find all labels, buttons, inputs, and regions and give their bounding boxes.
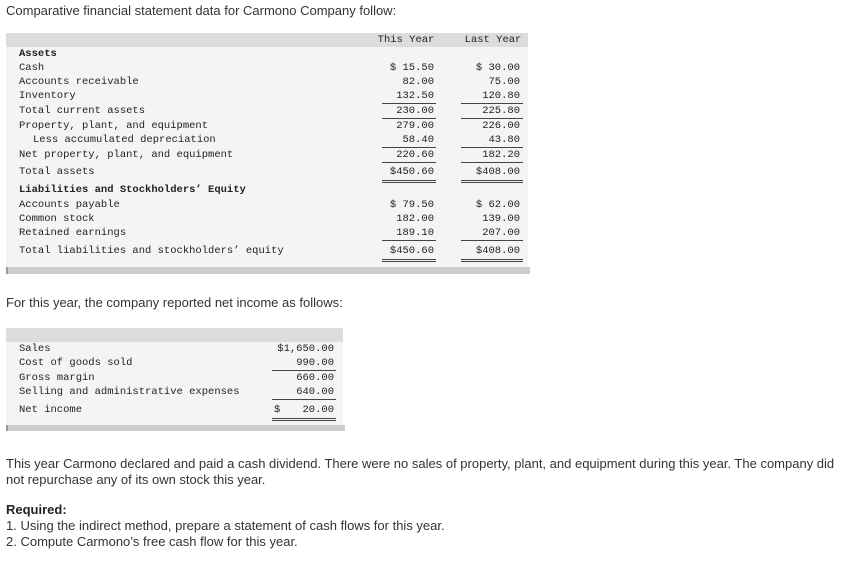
double-underline xyxy=(461,180,523,181)
net-income-dollar-sign: $ xyxy=(274,404,281,416)
double-underline xyxy=(272,420,336,421)
accumulated-depreciation-label: Less accumulated depreciation xyxy=(33,134,216,146)
required-section xyxy=(6,502,445,550)
common-stock-last-year: 139.00 xyxy=(482,213,520,225)
ppe-this-year: 279.00 xyxy=(396,120,434,132)
underline xyxy=(461,162,523,163)
underline xyxy=(382,162,436,163)
total-current-assets-label: Total current assets xyxy=(19,105,146,117)
cash-label: Cash xyxy=(19,62,45,74)
accounts-payable-last-year: $ 62.00 xyxy=(475,199,520,211)
total-current-assets-this-year: 230.00 xyxy=(396,105,434,117)
double-underline xyxy=(272,418,336,419)
required-title: Required: xyxy=(6,502,67,517)
accumulated-depreciation-last-year: 43.80 xyxy=(488,134,520,146)
net-ppe-this-year: 220.60 xyxy=(396,149,434,161)
sales-label: Sales xyxy=(19,343,51,355)
ppe-label: Property, plant, and equipment xyxy=(19,120,209,132)
double-underline xyxy=(461,261,523,262)
accounts-payable-this-year: $ 79.50 xyxy=(389,199,434,211)
income-intro-text: For this year, the company reported net income as follows: xyxy=(6,295,343,310)
closing-text: This year Carmono declared and paid a cash dividend. There were no sales of property, plant, and equipment during this year. The company did not repurchase any of its own stock this year. xyxy=(6,456,835,487)
table-header-band xyxy=(6,328,343,342)
net-income-label: Net income xyxy=(19,404,83,416)
inventory-this-year: 132.50 xyxy=(396,90,434,102)
underline xyxy=(272,399,336,400)
cogs-label: Cost of goods sold xyxy=(19,357,133,369)
assets-heading: Assets xyxy=(19,48,57,60)
income-statement-table xyxy=(6,328,344,432)
ppe-last-year: 226.00 xyxy=(482,120,520,132)
double-underline xyxy=(382,261,436,262)
double-underline xyxy=(461,182,523,183)
liabilities-heading: Liabilities and Stockholders’ Equity xyxy=(19,184,246,196)
total-assets-label: Total assets xyxy=(19,166,95,178)
retained-earnings-label: Retained earnings xyxy=(19,227,127,239)
cogs-value: 990.00 xyxy=(296,357,334,369)
double-underline xyxy=(382,182,436,183)
accounts-receivable-last-year: 75.00 xyxy=(488,76,520,88)
accumulated-depreciation-this-year: 58.40 xyxy=(402,134,434,146)
accounts-payable-label: Accounts payable xyxy=(19,199,120,211)
inventory-label: Inventory xyxy=(19,90,76,102)
table-footer-band xyxy=(6,425,345,431)
net-income-value: 20.00 xyxy=(302,404,334,416)
total-liabilities-equity-label: Total liabilities and stockholders’ equity xyxy=(19,245,284,257)
double-underline xyxy=(382,180,436,181)
total-liabilities-equity-this-year: $450.60 xyxy=(389,245,434,257)
double-underline xyxy=(382,259,436,260)
total-assets-this-year: $450.60 xyxy=(389,166,434,178)
net-ppe-last-year: 182.20 xyxy=(482,149,520,161)
sga-label: Selling and administrative expenses xyxy=(19,386,240,398)
cash-this-year: $ 15.50 xyxy=(389,62,434,74)
accounts-receivable-this-year: 82.00 xyxy=(402,76,434,88)
table-header-band xyxy=(6,33,528,47)
total-liabilities-equity-last-year: $408.00 xyxy=(475,245,520,257)
balance-sheet-table xyxy=(6,33,528,275)
common-stock-label: Common stock xyxy=(19,213,95,225)
table-footer-band xyxy=(6,267,530,274)
sga-value: 640.00 xyxy=(296,386,334,398)
cash-last-year: $ 30.00 xyxy=(475,62,520,74)
column-header-last-year: Last Year xyxy=(464,34,522,46)
retained-earnings-this-year: 189.10 xyxy=(396,227,434,239)
underline xyxy=(382,240,436,241)
total-assets-last-year: $408.00 xyxy=(475,166,520,178)
required-item-2: 2. Compute Carmono’s free cash flow for this year. xyxy=(6,534,298,549)
net-ppe-label: Net property, plant, and equipment xyxy=(19,149,234,161)
accounts-receivable-label: Accounts receivable xyxy=(19,76,139,88)
column-header-this-year: This Year xyxy=(377,34,435,46)
inventory-last-year: 120.80 xyxy=(482,90,520,102)
underline xyxy=(461,240,523,241)
gross-margin-label: Gross margin xyxy=(19,372,95,384)
retained-earnings-last-year: 207.00 xyxy=(482,227,520,239)
common-stock-this-year: 182.00 xyxy=(396,213,434,225)
sales-value: $1,650.00 xyxy=(277,343,334,355)
total-current-assets-last-year: 225.80 xyxy=(482,105,520,117)
double-underline xyxy=(461,259,523,260)
gross-margin-value: 660.00 xyxy=(296,372,334,384)
intro-text: Comparative financial statement data for Carmono Company follow: xyxy=(6,3,397,18)
required-item-1: 1. Using the indirect method, prepare a statement of cash flows for this year. xyxy=(6,518,445,533)
